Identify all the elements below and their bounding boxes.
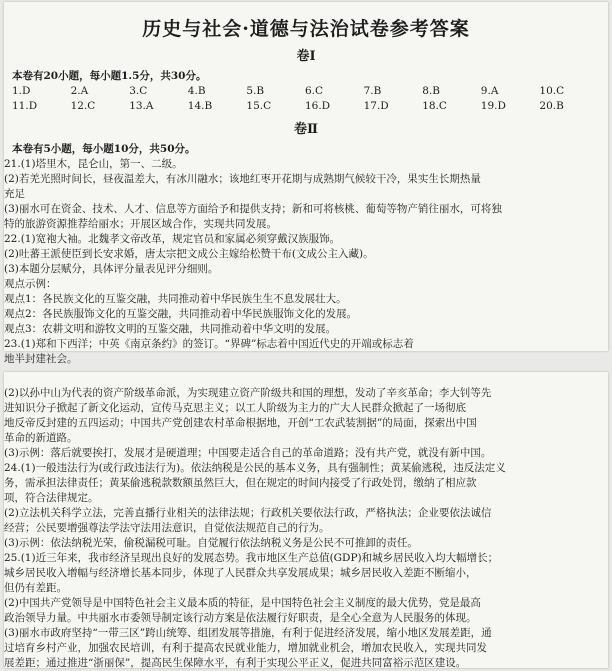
answer-1: 1.D xyxy=(12,85,31,97)
question-21 xyxy=(4,157,608,232)
part1-note: 本卷有20小题，每小题1.5分，共30分。 xyxy=(12,70,207,82)
q22-viewpoint: 观点3：农耕文明和游牧文明的互鉴交融，共同推动着中华文明的发展。 xyxy=(4,323,337,335)
q23-line: 23.(1)郑和下西洋；中英《南京条约》的签订。“界碑”标志着中国近代史的开端或标志着 xyxy=(4,338,414,350)
question-23-start xyxy=(4,337,608,367)
answer-sheet-page-1 xyxy=(4,2,608,365)
answer-15: 15.C xyxy=(246,100,272,112)
q23-line: 革命的新道路。 xyxy=(4,432,78,444)
q25-line: 政治领导力量。中共丽水市委领导制定该行动方案是依法履行好职责，是全心全意为人民服务的体现。 xyxy=(4,612,477,624)
answer-20: 20.B xyxy=(539,100,564,112)
answer-18: 18.C xyxy=(422,100,447,112)
answer-16: 16.D xyxy=(304,100,331,112)
q23-line: 地反帝反封建的五四运动；中国共产党创建农村革命根据地，开创“工农武装割据”的局面，探索出中国 xyxy=(4,417,477,429)
question-24 xyxy=(4,461,608,551)
q24-line: (2)立法机关科学立法，完善直播行业相关的法律法规；行政机关要依法行政，严格执法；企业要依法诚信 xyxy=(4,507,492,519)
q25-line: 城乡居民收入增幅与经济增长基本同步，体现了人民群众共享发展成果；城乡居民收入差距不断缩小， xyxy=(4,567,477,579)
q22-line: (2)吐蕃王派使臣到长安求婚，唐太宗把文成公主嫁给松赞干布(文成公主入藏)。 xyxy=(4,248,374,260)
question-22 xyxy=(4,232,608,337)
answer-10: 10.C xyxy=(539,85,565,97)
q25-line: 展差距；通过推进“浙丽保”，提高民生保障水平，有利于实现公平正义，促进共同富裕示范区建设。 xyxy=(4,657,467,669)
answer-19: 19.D xyxy=(480,100,506,112)
q25-line: (3)丽水市政府坚持“一带三区”跨山统筹、组团发展等措施，有利于促进经济发展，缩小地区发展差距，通 xyxy=(4,627,492,639)
answer-17: 17.D xyxy=(363,100,389,112)
q21-line: 充足 xyxy=(4,188,25,200)
q25-line: 但仍有差距。 xyxy=(4,582,67,594)
q23-line: (2)以孙中山为代表的资产阶级革命派，为实现建立资产阶级共和国的理想，发动了辛亥革命；李大钊等先 xyxy=(4,387,492,399)
answer-sheet-page-2 xyxy=(4,372,608,668)
q21-line: 21.(1)塔里木，昆仑山，第一、二级。 xyxy=(4,158,183,170)
answer-5: 5.B xyxy=(246,85,265,97)
question-23-continued xyxy=(4,386,608,461)
q25-line: (2)中国共产党领导是中国特色社会主义最本质的特征，是中国特色社会主义制度的最大优势，党是最高 xyxy=(4,597,481,609)
q22-line: (3)本题分层赋分，具体评分量表见评分细则。 xyxy=(4,263,219,275)
q23-line: (3)示例：落后就要挨打，发展才是硬道理；中国要走适合自己的革命道路；没有共产党，就没有新中国。 xyxy=(4,447,492,459)
q24-line: 经营；公民要增强尊法学法守法用法意识，自觉依法规范自己的行为。 xyxy=(4,522,330,534)
q22-viewpoint: 观点2：各民族服饰文化的互鉴交融，共同推动着中华民族服饰文化的发展。 xyxy=(4,308,358,320)
part1-heading: 卷Ⅰ xyxy=(296,49,316,64)
q23-line: 进知识分子掀起了新文化运动，宣传马克思主义；以工人阶级为主力的广大人民群众掀起了一场彻底 xyxy=(4,402,466,414)
q24-line: (3)示例：依法纳税光荣，偷税漏税可耻。自觉履行依法纳税义务是公民不可推卸的责任。 xyxy=(4,537,418,549)
answer-6: 6.C xyxy=(304,85,324,97)
q22-viewpoint: 观点1：各民族文化的互鉴交融，共同推动着中华民族生生不息发展壮大。 xyxy=(4,293,347,305)
q21-line: (3)丽水可在资金、技术、人才、信息等方面给予和提供支持；新和可将核桃、葡萄等物产销往丽水，可将独 xyxy=(4,203,502,215)
answer-2: 2.A xyxy=(70,85,89,97)
q22-line: 观点示例： xyxy=(4,278,57,290)
part2-note: 本卷有5小题，每小题10分，共50分。 xyxy=(12,143,196,155)
q24-line: 务，需承担法律责任；黄某偷逃税款数额虽然巨大，但在规定的时间内接受了行政处罚，缴纳了相应款 xyxy=(4,477,477,489)
q21-line: (2)若羌光照时间长，昼夜温差大，有冰川融水；该地红枣开花期与成熟期气候较干冷，果实生长期热量 xyxy=(4,173,481,185)
q22-line: 22.(1)宽袍大袖。北魏孝文帝改革，规定官员和家属必须穿戴汉族服饰。 xyxy=(4,233,341,245)
question-25 xyxy=(4,551,608,671)
answer-13: 13.A xyxy=(129,100,154,112)
q25-line: 过培育乡村产业，加强农民培训，有利于提高农民就业能力，增加就业机会，增加农民收入，实现共同发 xyxy=(4,642,487,654)
document-title: 历史与社会·道德与法治试卷参考答案 xyxy=(142,18,470,40)
q25-line: 25.(1)近三年来，我市经济呈现出良好的发展态势。我市地区生产总值(GDP)和城乡居民收入均大幅增长； xyxy=(4,552,499,564)
answer-12: 12.C xyxy=(70,100,96,112)
q21-line: 特的旅游资源推荐给丽水；开展区域合作，实现共同发展。 xyxy=(4,218,277,230)
answer-7: 7.B xyxy=(363,85,382,97)
answer-4: 4.B xyxy=(187,85,206,97)
answer-11: 11.D xyxy=(12,100,38,112)
q23-line: 地半封建社会。 xyxy=(4,353,78,365)
part2-heading: 卷Ⅱ xyxy=(294,122,318,137)
multiple-choice-answers xyxy=(12,84,598,114)
answer-8: 8.B xyxy=(422,85,440,97)
q24-line: 24.(1)一般违法行为(或行政违法行为)。依法纳税是公民的基本义务，具有强制性；黄某偷逃税，违反法定义 xyxy=(4,462,506,474)
answer-9: 9.A xyxy=(480,85,499,97)
answer-3: 3.C xyxy=(129,85,148,97)
answer-14: 14.B xyxy=(187,100,213,112)
q24-line: 项，符合法律规定。 xyxy=(4,492,99,504)
